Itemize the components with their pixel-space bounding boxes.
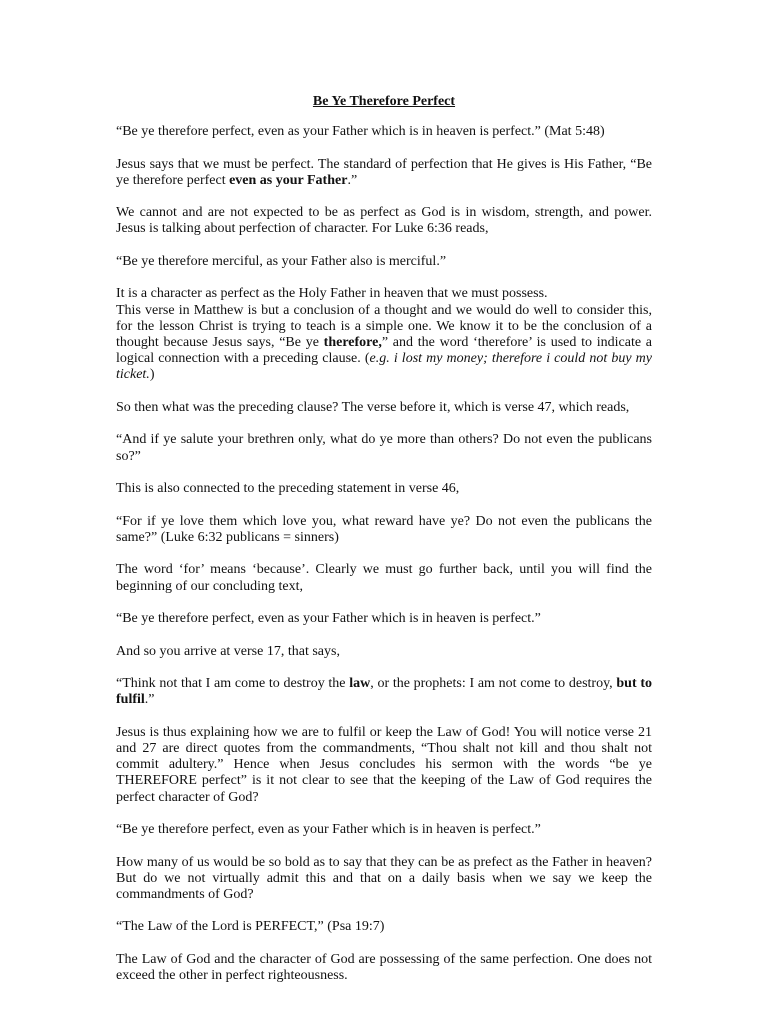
paragraph-11: The word ‘for’ means ‘because’. Clearly we must go further back, until you will find the beginning of our concluding text, [116,562,652,594]
paragraph-6-italic-example: e.g. i lost my money; therefore i could not buy my ticket. [116,351,652,383]
paragraph-6-text-e: ) [149,367,155,383]
paragraph-14 [116,676,652,708]
document-title: Be Ye Therefore Perfect [312,94,456,109]
paragraph-14-bold-fulfil: but to fulfil [116,676,652,708]
paragraph-2 [116,157,652,189]
paragraph-6-bold: therefore, [323,335,382,351]
paragraph-6-text-c: ” and the word ‘therefore’ is used to indicate a logical connection with a preceding clause. ( [116,335,652,367]
paragraph-14-text-c: , or the prophets: I am not come to destroy, [370,676,617,692]
paragraph-4: “Be ye therefore merciful, as your Father also is merciful.” [116,253,447,269]
paragraph-7: So then what was the preceding clause? The verse before it, which is verse 47, which reads, [116,399,630,415]
paragraph-3: We cannot and are not expected to be as perfect as God is in wisdom, strength, and power. Jesus is talking about perfection of character. For Luke 6:36 reads, [116,205,652,237]
paragraph-6 [116,303,652,384]
paragraph-15: Jesus is thus explaining how we are to fulfil or keep the Law of God! You will notice verse 21 and 27 are direct quotes from the commandments, “Thou shalt not kill and thou shalt not commit adultery.” Hence when Jesus concludes his sermon with the words “be ye THEREFORE perfect” is it not clear to see that the keeping of the Law of God requires the perfect character of God? [116,724,652,805]
paragraph-16: “Be ye therefore perfect, even as your Father which is in heaven is perfect.” [116,822,541,838]
paragraph-2-bold: even as your Father [229,172,348,188]
paragraph-6-text-a: This verse in Matthew is but a conclusion of a thought and we would do well to consider this, for the lesson Christ is trying to teach is a simple one. We know it to be the conclusion of a thought because Jesus says, “Be ye [116,302,652,351]
paragraph-9: This is also connected to the preceding statement in verse 46, [116,481,460,497]
paragraph-14-text-e: .” [144,692,155,708]
document-body [116,124,652,1001]
paragraph-10: “For if ye love them which love you, what reward have ye? Do not even the publicans the same?” (Luke 6:32 publicans = sinners) [116,513,652,545]
paragraph-13: And so you arrive at verse 17, that says, [116,643,340,659]
paragraph-17: How many of us would be so bold as to say that they can be as prefect as the Father in heaven? But do we not virtually admit this and that on a daily basis when we say we keep the commandments of God? [116,854,652,902]
paragraph-2-text-a: Jesus says that we must be perfect. The standard of perfection that He gives is His Father, “Be ye therefore perfect [116,156,652,188]
paragraph-14-text-a: “Think not that I am come to destroy the [116,676,350,692]
paragraph-19: The Law of God and the character of God are possessing of the same perfection. One does not exceed the other in perfect righteousness. [116,951,652,984]
paragraph-2-text-c: .” [347,172,358,188]
paragraph-12: “Be ye therefore perfect, even as your Father which is in heaven is perfect.” [116,611,541,627]
paragraph-8: “And if ye salute your brethren only, what do ye more than others? Do not even the publicans so?” [116,432,652,464]
paragraph-18: “The Law of the Lord is PERFECT,” (Psa 19:7) [116,919,385,935]
paragraph-1: “Be ye therefore perfect, even as your Father which is in heaven is perfect.” (Mat 5:48) [116,124,605,139]
paragraph-14-bold-law: law [349,676,371,692]
paragraph-5: It is a character as perfect as the Holy Father in heaven that we must possess. [116,286,548,302]
